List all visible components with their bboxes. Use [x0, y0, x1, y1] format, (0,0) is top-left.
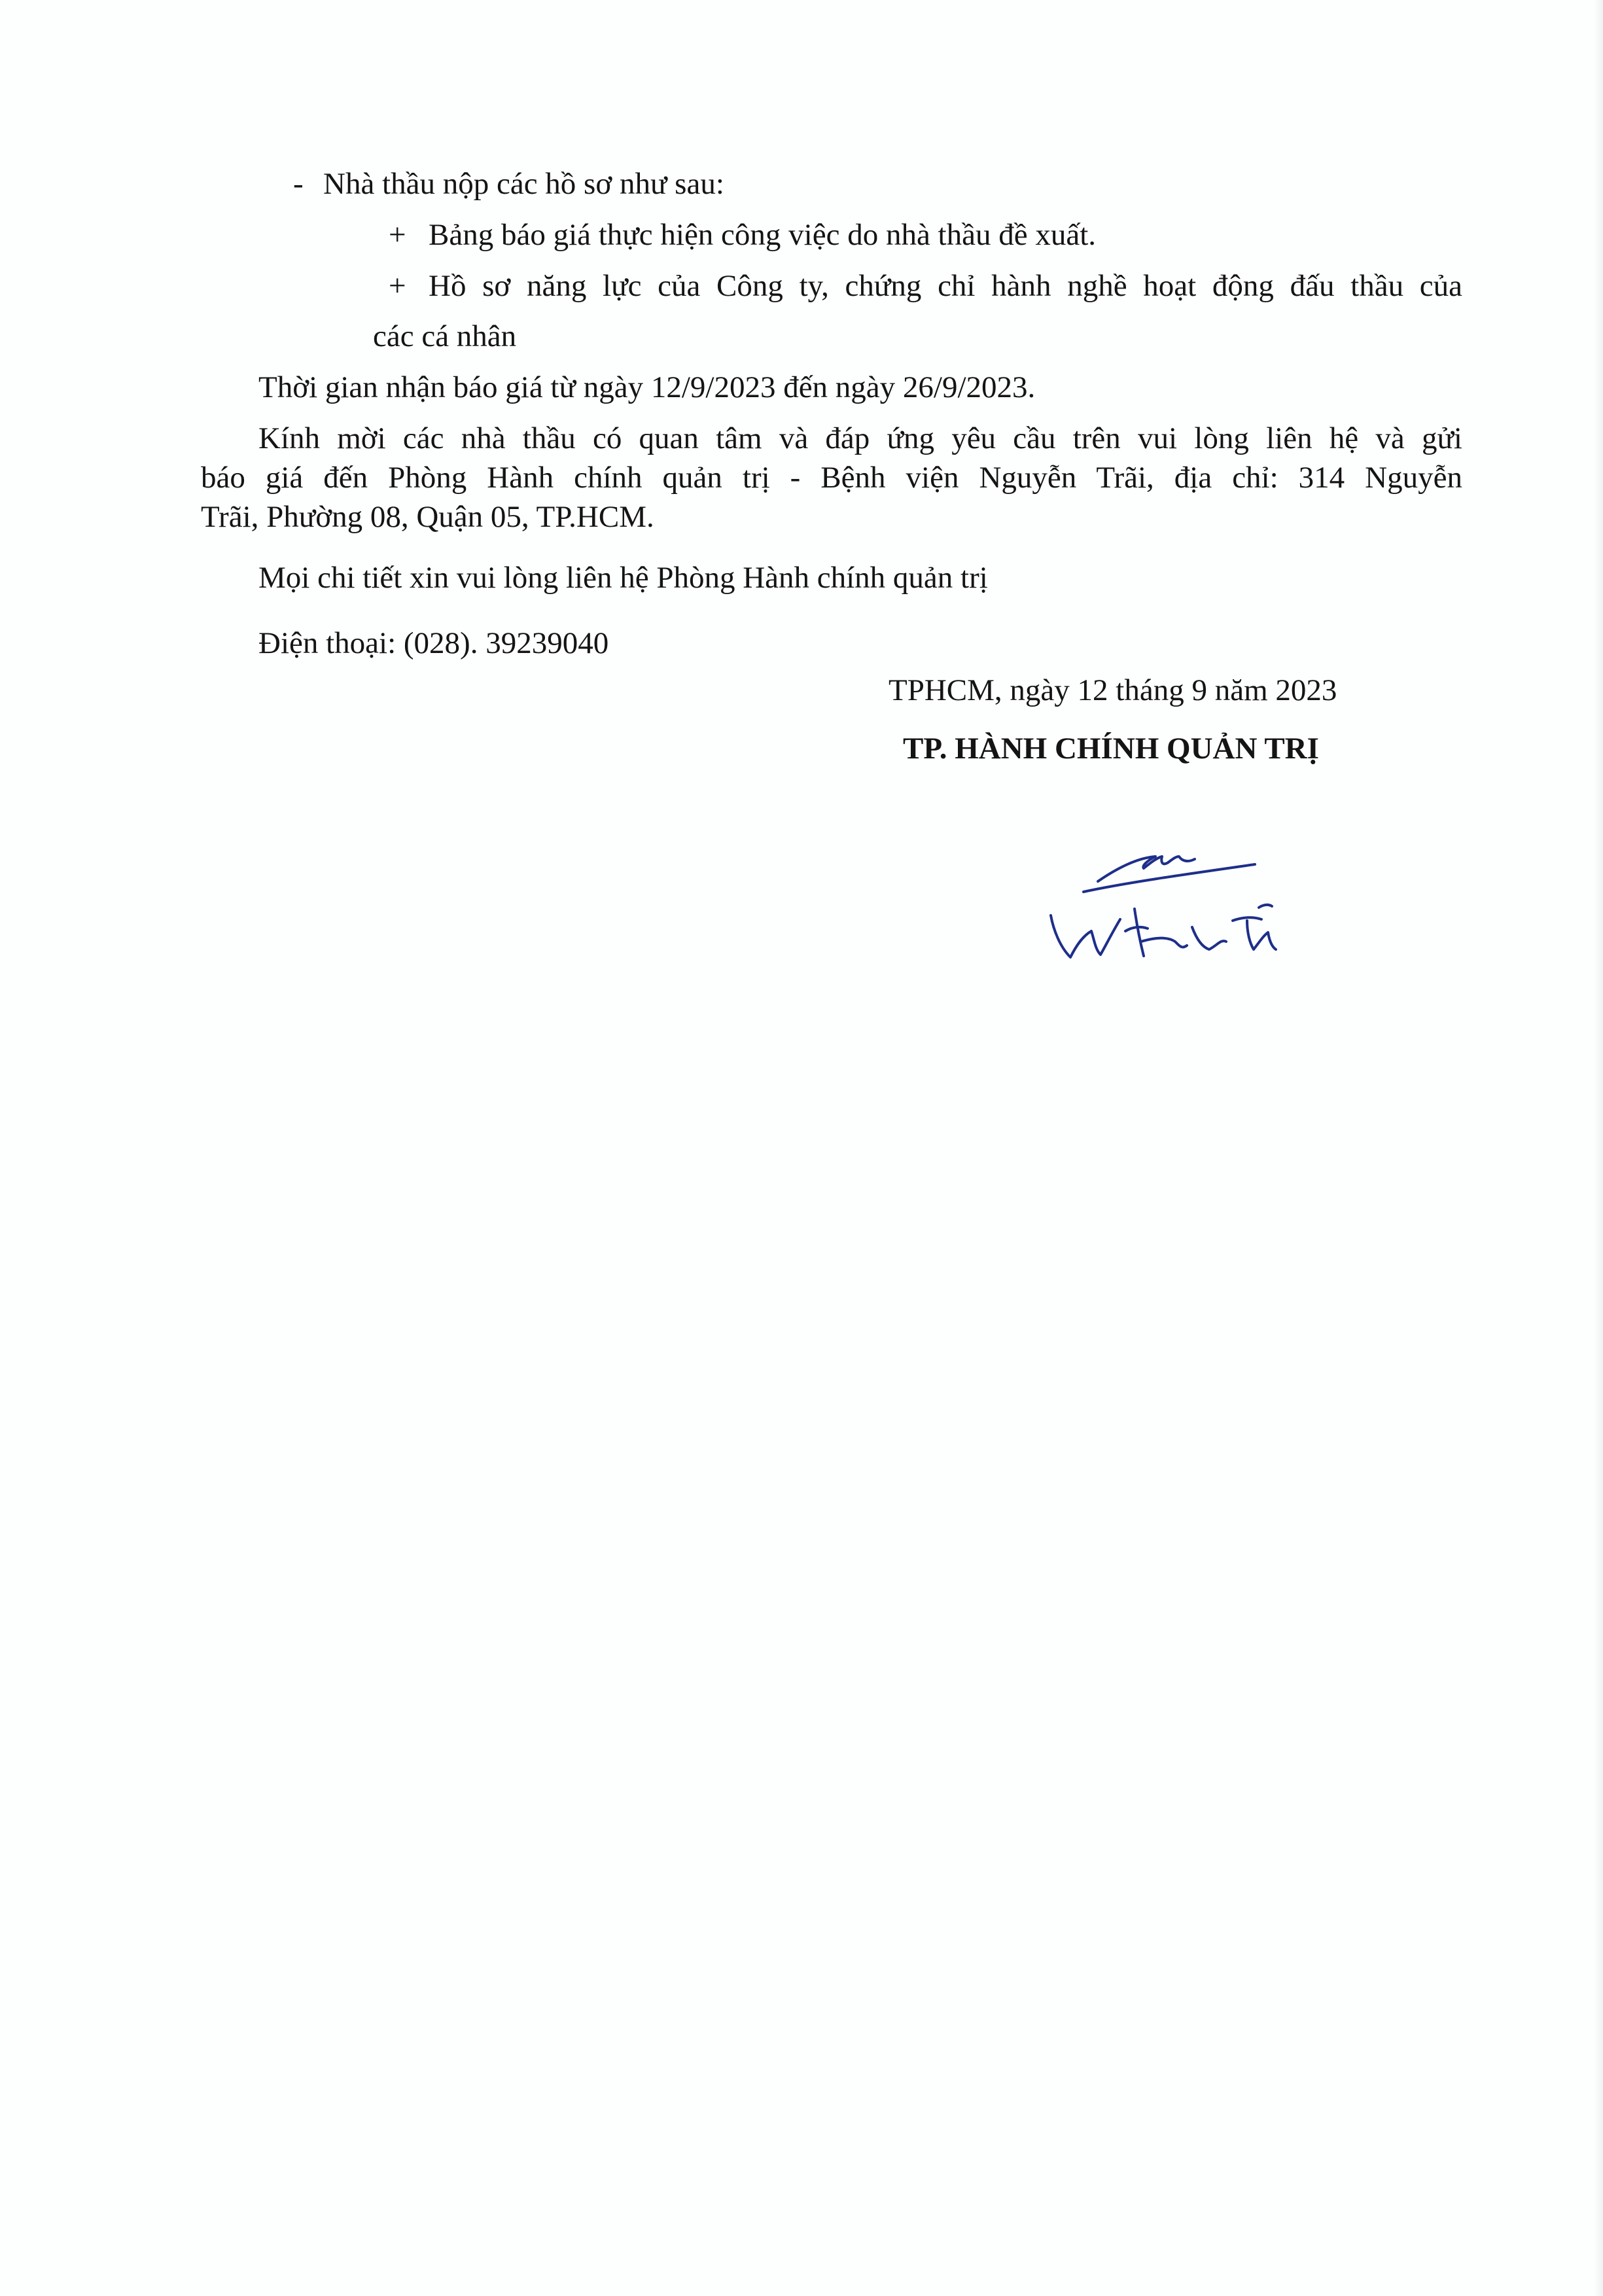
contact-line: Mọi chi tiết xin vui lòng liên hệ Phòng Hành chính quản trị [258, 561, 988, 595]
item-2-marker: + [389, 269, 406, 303]
item-2-text-line2: các cá nhân [373, 319, 517, 353]
invitation-line2: báo giá đến Phòng Hành chính quản trị - Bệnh viện Nguyễn Trãi, địa chỉ: 314 Nguyễn [201, 461, 1462, 495]
item-1-text: Bảng báo giá thực hiện công việc do nhà thầu đề xuất. [429, 218, 1097, 252]
handwritten-signature [1027, 834, 1315, 991]
intro-bullet: - [293, 167, 304, 201]
invitation-line1: Kính mời các nhà thầu có quan tâm và đáp ứng yêu cầu trên vui lòng liên hệ và gửi [258, 421, 1462, 455]
invitation-line3: Trãi, Phường 08, Quận 05, TP.HCM. [201, 500, 654, 534]
scan-edge [1594, 0, 1603, 2296]
intro-line: Nhà thầu nộp các hồ sơ như sau: [323, 167, 724, 201]
date-place: TPHCM, ngày 12 tháng 9 năm 2023 [889, 673, 1337, 707]
item-2-text-line1: Hồ sơ năng lực của Công ty, chứng chỉ hành nghề hoạt động đấu thầu của [429, 269, 1462, 303]
receive-time: Thời gian nhận báo giá từ ngày 12/9/2023 đến ngày 26/9/2023. [258, 370, 1036, 404]
item-1-marker: + [389, 218, 406, 252]
phone-line: Điện thoại: (028). 39239040 [258, 626, 609, 660]
signer-title: TP. HÀNH CHÍNH QUẢN TRỊ [903, 732, 1319, 766]
